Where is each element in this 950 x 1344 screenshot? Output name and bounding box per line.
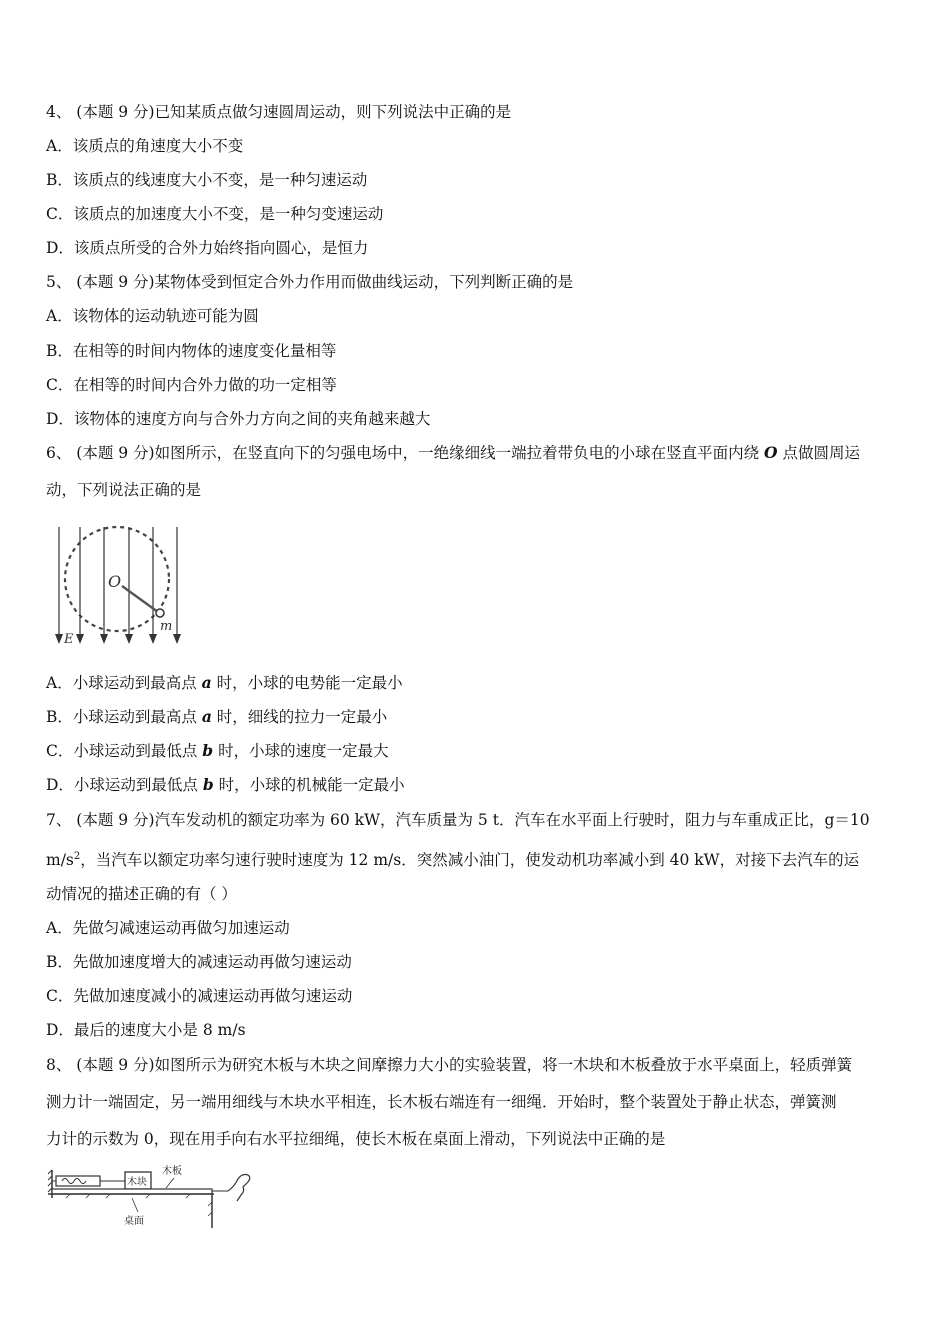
spring-scale: [56, 1176, 100, 1186]
board-label: 木板: [162, 1166, 182, 1177]
hand-icon: [228, 1175, 250, 1202]
table-label: 桌面: [124, 1216, 144, 1227]
q8-stem-line1: 8、 (本题 9 分)如图所示为研究木板与木块之间摩擦力大小的实验装置，将一木块和木板叠放于水平桌面上，轻质弹簧: [46, 1056, 853, 1074]
unit-text: m/s: [46, 851, 74, 870]
ball: [156, 609, 164, 617]
q4-option-b: B．该质点的线速度大小不变，是一种匀速运动: [46, 171, 368, 189]
q5-option-b: B．在相等的时间内物体的速度变化量相等: [46, 342, 337, 360]
option-text-tail: 时，细线的拉力一定最小: [211, 708, 388, 726]
q5-option-d: D．该物体的速度方向与合外力方向之间的夹角越来越大: [46, 410, 431, 428]
option-var: a: [201, 673, 212, 692]
q7-option-b: B．先做加速度增大的减速运动再做匀速运动: [46, 953, 352, 971]
q6-stem-text: 6、 (本题 9 分)如图所示，在竖直向下的匀强电场中，一绝缘细线一端拉着带负电的小球在竖直平面内绕: [46, 444, 765, 462]
q8-stem-line3: 力计的示数为 0，现在用手向右水平拉细绳，使长木板在桌面上滑动，下列说法中正确的是: [46, 1130, 666, 1148]
q6-option-d: [46, 775, 405, 795]
option-text-tail: 时，小球的电势能一定最小: [211, 674, 403, 692]
q6-option-a: [46, 673, 403, 693]
option-text: B．小球运动到最高点: [46, 708, 202, 726]
option-text-tail: 时，小球的机械能一定最小: [213, 776, 405, 794]
q7-stem-line1: 7、 (本题 9 分)汽车发动机的额定功率为 60 kW，汽车质量为 5 t．汽车在水平面上行驶时，阻力与车重成正比，g＝10: [46, 811, 870, 829]
option-var: b: [202, 741, 214, 760]
electric-field-figure: [50, 522, 190, 652]
friction-apparatus-figure: [46, 1160, 256, 1230]
mass-label: m: [160, 619, 173, 634]
q6-stem-text-tail: 点做圆周运: [777, 444, 860, 462]
block-label: 木块: [127, 1177, 147, 1188]
unit-exponent: 2: [73, 851, 81, 862]
q7-option-d: D．最后的速度大小是 8 m/s: [46, 1021, 246, 1039]
q6-stem-line1: [46, 443, 860, 463]
q7-stem-line2: [46, 847, 859, 870]
option-text-tail: 时，小球的速度一定最大: [213, 742, 389, 760]
spring-coil: [62, 1179, 86, 1184]
q7-stem-line3: 动情况的描述正确的有（ ）: [46, 885, 237, 903]
option-var: a: [201, 707, 212, 726]
q6-option-c: [46, 741, 389, 761]
q4-option-d: D．该质点所受的合外力始终指向圆心，是恒力: [46, 239, 369, 257]
stem-text: ，当汽车以额定功率匀速行驶时速度为 12 m/s．突然减小油门，使发动机功率减小到 40 kW，对接下去汽车的运: [80, 851, 860, 870]
option-var: b: [202, 775, 214, 794]
option-text: D．小球运动到最低点: [46, 776, 203, 794]
field-arrowheads: [55, 634, 181, 644]
table-hatch: [66, 1194, 212, 1216]
q4-stem: 4、 (本题 9 分)已知某质点做匀速圆周运动，则下列说法中正确的是: [46, 103, 512, 121]
q5-option-a: A．该物体的运动轨迹可能为圆: [46, 307, 259, 325]
q8-stem-line2: 测力计一端固定，另一端用细线与木块水平相连，长木板右端连有一细绳．开始时，整个装置处于静止状态，弹簧测: [46, 1093, 837, 1111]
q7-option-a: A．先做匀减速运动再做匀加速运动: [46, 919, 290, 937]
q6-option-b: [46, 707, 387, 727]
q4-option-a: A．该质点的角速度大小不变: [46, 137, 244, 155]
option-text: A．小球运动到最高点: [46, 674, 202, 692]
center-label: O: [108, 572, 122, 591]
q4-option-c: C．该质点的加速度大小不变，是一种匀变速运动: [46, 205, 384, 223]
field-label: E: [64, 632, 74, 647]
q5-stem: 5、 (本题 9 分)某物体受到恒定合外力作用而做曲线运动，下列判断正确的是: [46, 273, 574, 291]
q7-option-c: C．先做加速度减小的减速运动再做匀速运动: [46, 987, 353, 1005]
q6-stem-line2: 动，下列说法正确的是: [46, 481, 202, 499]
option-text: C．小球运动到最低点: [46, 742, 203, 760]
q5-option-c: C．在相等的时间内合外力做的功一定相等: [46, 376, 337, 394]
q6-center-var: O: [764, 443, 778, 462]
